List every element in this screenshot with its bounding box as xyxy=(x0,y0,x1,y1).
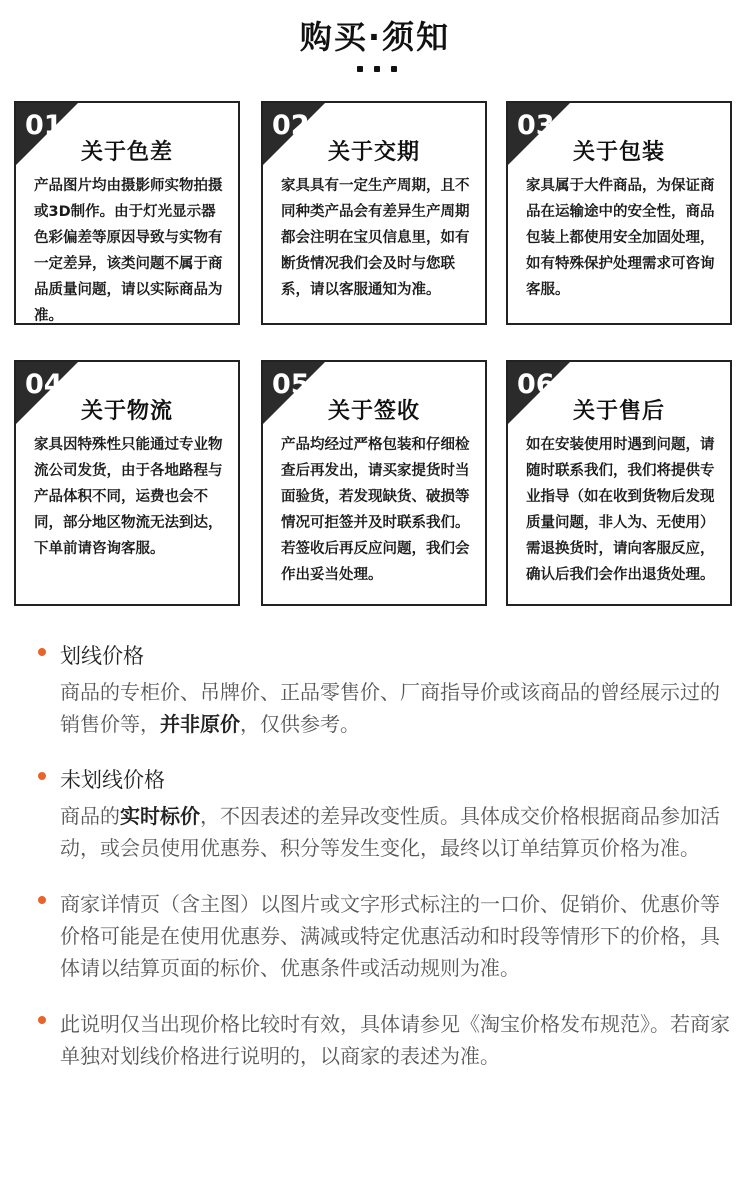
page-title: 购买·须知 xyxy=(299,18,451,56)
card-title: 关于物流 xyxy=(80,399,173,424)
card-title: 关于签收 xyxy=(327,399,420,424)
note-text: 此说明仅当出现价格比较时有效，具体请参见《淘宝价格发布规范》。若商家单独对划线价格进行说明的，以商家的表述为准。 xyxy=(60,1012,730,1068)
card-number: 01 xyxy=(25,110,63,141)
card-body: 产品图片均由摄影师实物拍摄或3D制作。由于灯光显示器色彩偏差等原因导致与实物有一定差异，该类问题不属于商品质量问题，请以实际商品为准。 xyxy=(34,178,223,324)
note-text xyxy=(60,800,738,864)
card-body: 家具具有一定生产周期，且不同种类产品会有差异生产周期都会注明在宝贝信息里，如有断货情况我们会及时与您联系，请以客服通知为准。 xyxy=(281,178,470,298)
bullet-icon xyxy=(38,896,46,904)
note-text: 商家详情页（含主图）以图片或文字形式标注的一口价、促销价、优惠价等价格可能是在使用优惠券、满减或特定优惠活动和时段等情形下的价格，具体请以结算页面的标价、优惠条件或活动规则为准。 xyxy=(60,892,720,980)
title-dots xyxy=(357,66,397,72)
card-packaging xyxy=(506,101,732,325)
card-delivery-time xyxy=(261,101,487,325)
note-text xyxy=(60,676,738,740)
bullet-icon xyxy=(38,1016,46,1024)
card-number: 06 xyxy=(517,369,555,400)
note-text-part: 商品的专柜价、吊牌价、正品零售价、厂商指导价或该商品的曾经展示过的销售价等， xyxy=(60,680,720,736)
card-title: 关于售后 xyxy=(572,399,665,424)
note-text-part: ，不因表述的差异改变性质。具体成交价格根据商品参加活动，或会员使用优惠券、积分等发生变化，最终以订单结算页价格为准。 xyxy=(60,804,720,860)
card-number: 05 xyxy=(272,369,310,400)
card-number: 03 xyxy=(517,110,555,141)
card-body: 家具因特殊性只能通过专业物流公司发货，由于各地路程与产品体积不同，运费也会不同，部分地区物流无法到达，下单前请咨询客服。 xyxy=(34,437,223,557)
card-after-sales xyxy=(506,360,732,606)
dot-1 xyxy=(357,66,363,72)
card-number: 04 xyxy=(25,369,63,400)
card-number: 02 xyxy=(272,110,310,141)
card-title: 关于包装 xyxy=(572,140,665,165)
note-non-strikethrough-price xyxy=(38,764,738,864)
card-body: 产品均经过严格包装和仔细检查后再发出，请买家提货时当面验货，若发现缺货、破损等情况可拒签并及时联系我们。若签收后再反应问题，我们会作出妥当处理。 xyxy=(281,437,470,583)
note-validity xyxy=(38,1008,738,1072)
dot-2 xyxy=(374,66,380,72)
bullet-icon xyxy=(38,648,46,656)
card-title: 关于交期 xyxy=(327,140,420,165)
note-text-bold: 并非原价 xyxy=(160,712,240,736)
card-title: 关于色差 xyxy=(80,140,173,165)
card-body: 如在安装使用时遇到问题，请随时联系我们，我们将提供专业指导（如在收到货物后发现质量问题，非人为、无使用）需退换货时，请向客服反应，确认后我们会作出退货处理。 xyxy=(526,437,715,583)
dot-3 xyxy=(391,66,397,72)
note-text-bold: 实时标价 xyxy=(120,804,200,828)
note-detail-page xyxy=(38,888,738,984)
price-notes xyxy=(38,640,738,1096)
card-logistics xyxy=(14,360,240,606)
note-title: 划线价格 xyxy=(60,644,144,668)
card-body: 家具属于大件商品，为保证商品在运输途中的安全性，商品包装上都使用安全加固处理，如有特殊保护处理需求可咨询客服。 xyxy=(526,178,715,298)
bullet-icon xyxy=(38,772,46,780)
card-color-difference xyxy=(14,101,240,325)
header xyxy=(0,0,750,90)
note-strikethrough-price xyxy=(38,640,738,740)
card-receipt xyxy=(261,360,487,606)
note-text-part: ，仅供参考。 xyxy=(240,712,360,736)
note-title: 未划线价格 xyxy=(60,768,165,792)
note-text-part: 商品的 xyxy=(60,804,120,828)
